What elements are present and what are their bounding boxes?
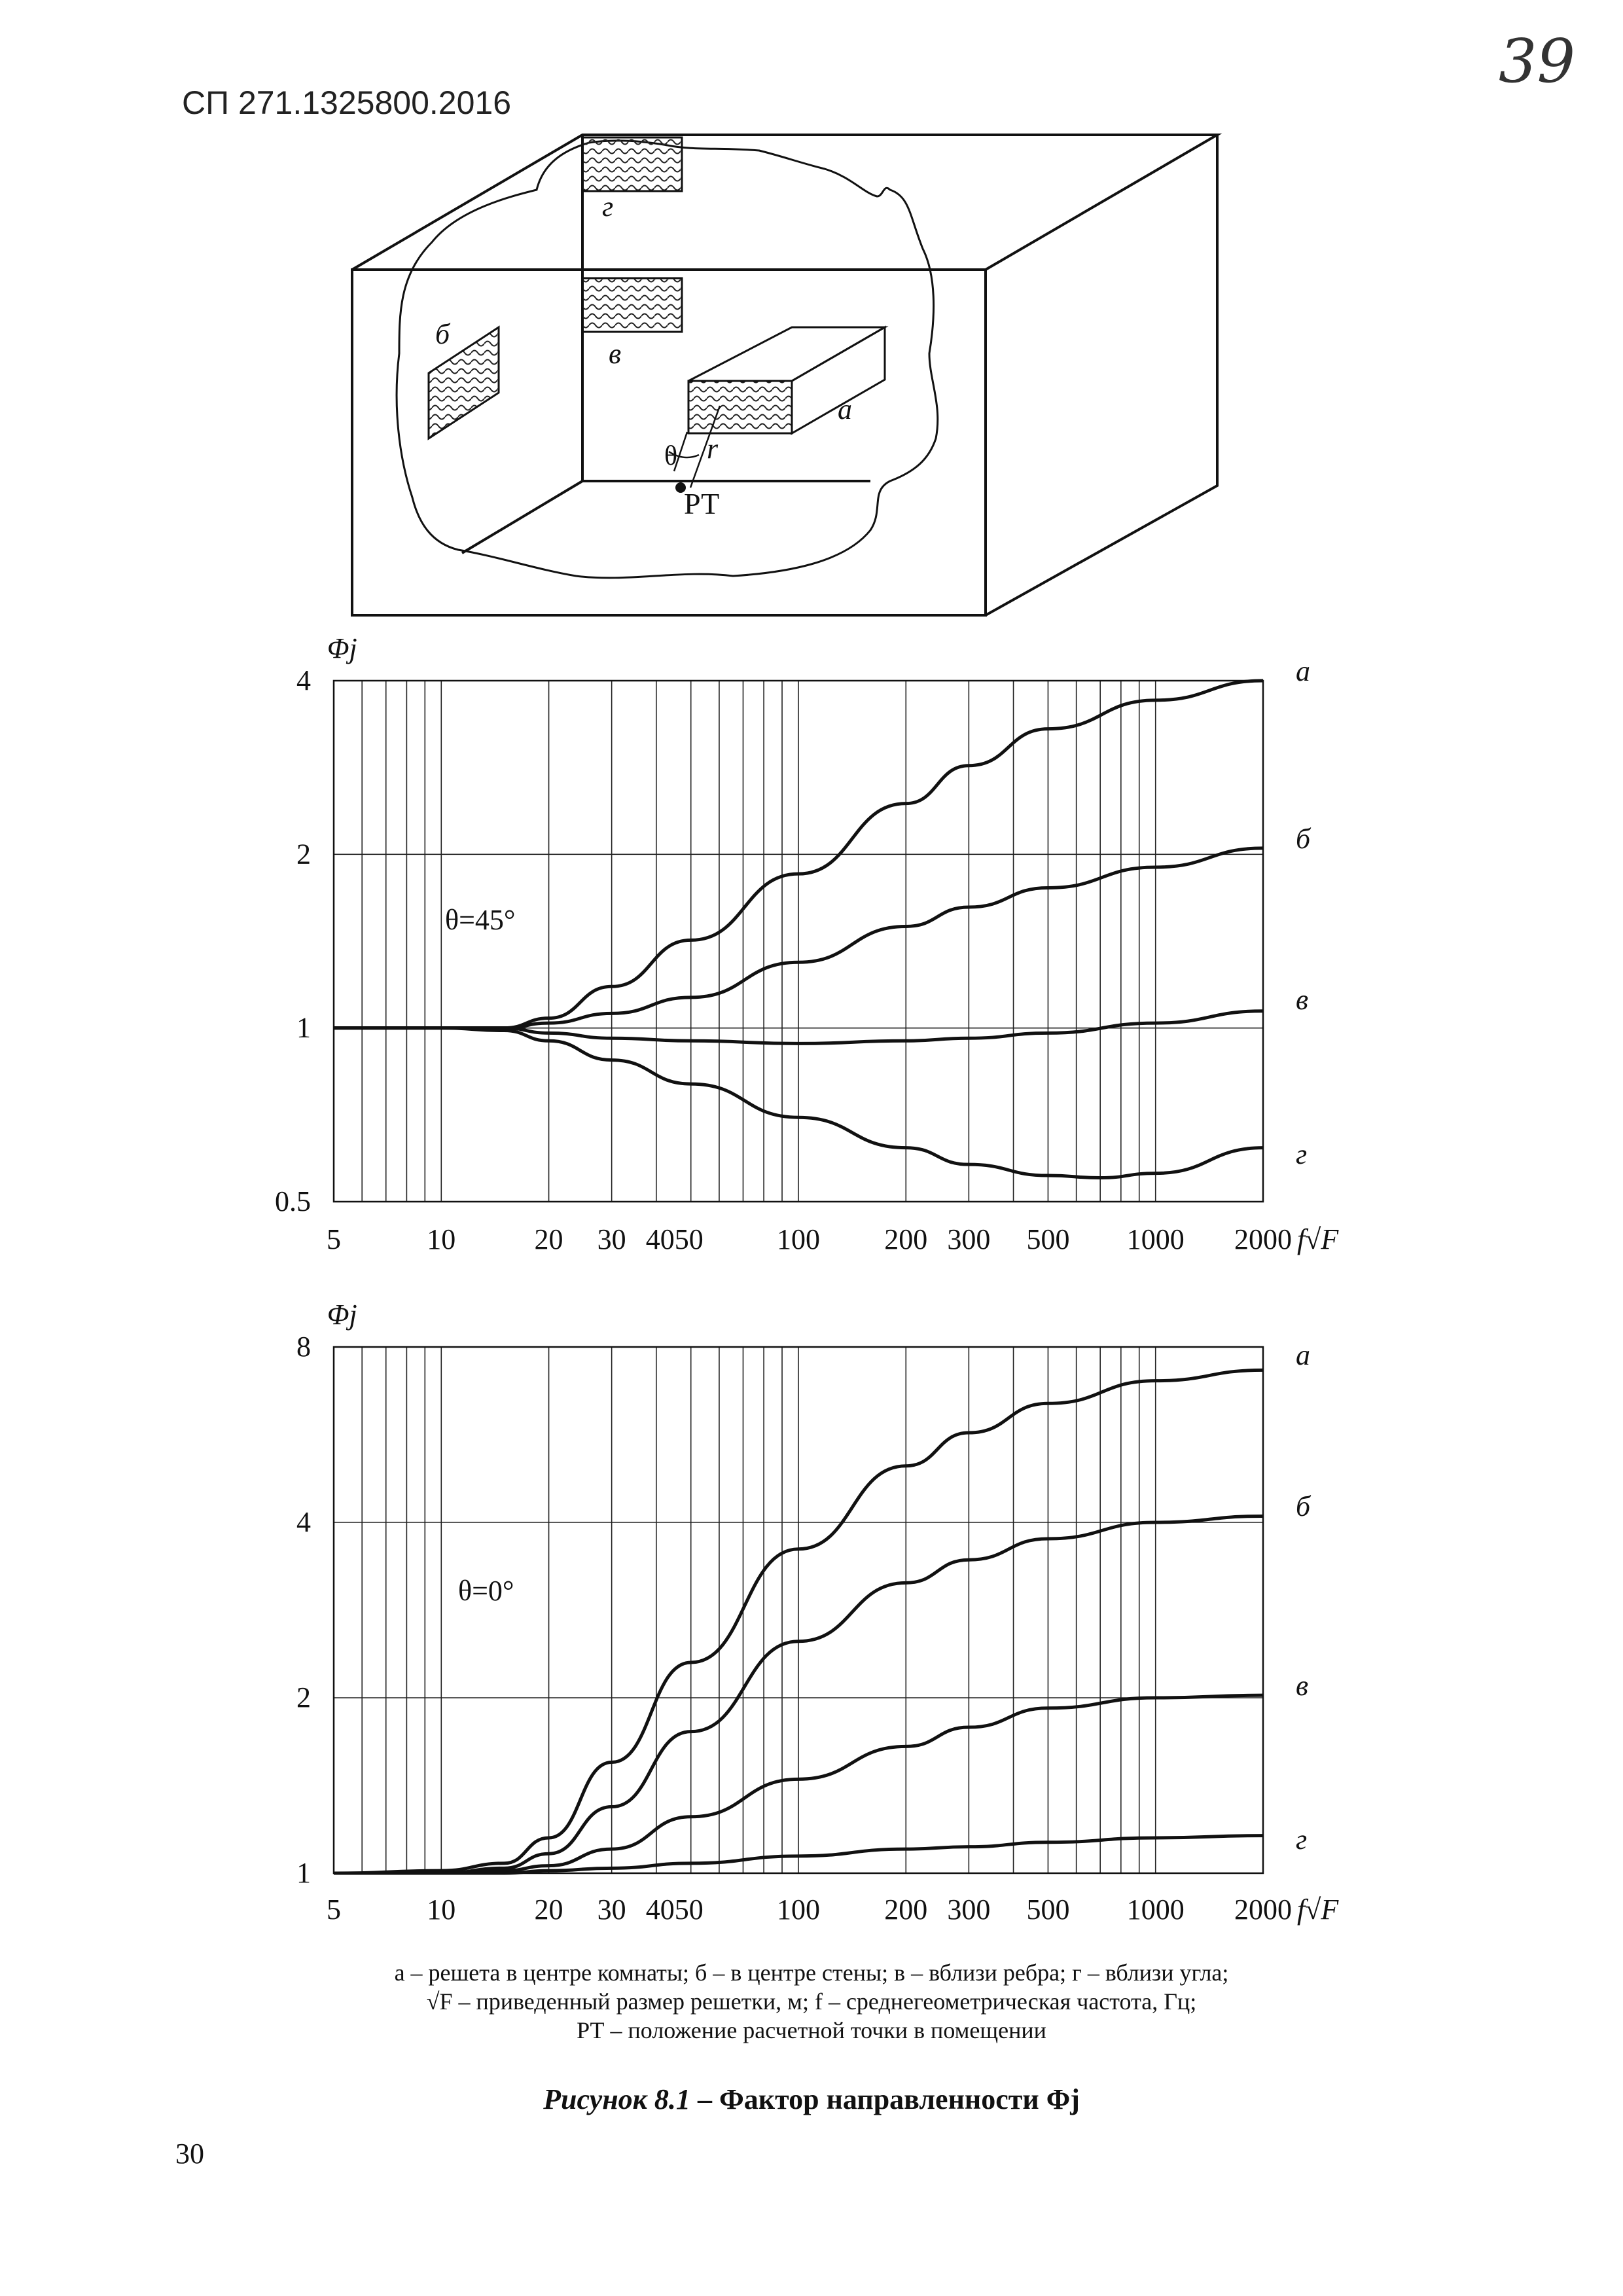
grille-v xyxy=(582,278,682,332)
angle-annotation: θ=0° xyxy=(458,1575,514,1607)
x-tick-label: 500 xyxy=(1026,1223,1070,1255)
document-code: СП 271.1325800.2016 xyxy=(182,84,512,121)
x-tick-label: 10 xyxy=(427,1893,456,1926)
y-tick-label: 0.5 xyxy=(275,1185,311,1217)
y-tick-label: 2 xyxy=(296,838,311,870)
x-tick-label: 100 xyxy=(777,1223,820,1255)
page-number: 30 xyxy=(175,2138,204,2170)
x-tick-label: 200 xyxy=(884,1893,928,1926)
x-tick-label: 1000 xyxy=(1126,1223,1185,1255)
y-tick-label: 1 xyxy=(296,1857,311,1889)
figure-number: Рисунок 8.1 xyxy=(543,2083,690,2115)
x-tick-label: 10 xyxy=(427,1223,456,1255)
x-axis-label: f√F xyxy=(1297,1893,1339,1926)
y-tick-label: 4 xyxy=(296,664,311,696)
series-label: а xyxy=(1296,655,1310,687)
handwritten-page-number: 39 xyxy=(1499,26,1576,96)
chart-theta-0 xyxy=(296,1299,1339,1926)
x-tick-label: 5 xyxy=(327,1893,341,1926)
x-tick-label: 30 xyxy=(597,1223,626,1255)
grille-g xyxy=(582,137,682,191)
label-r: r xyxy=(707,433,719,465)
label-pt: РТ xyxy=(684,487,720,520)
x-tick-label: 1000 xyxy=(1126,1893,1185,1926)
caption-legend-line-2: √F – приведенный размер решетки, м; f – среднегеометрическая частота, Гц; xyxy=(426,1988,1197,2015)
x-tick-label: 200 xyxy=(884,1223,928,1255)
label-g: г xyxy=(602,190,614,223)
x-tick-label: 300 xyxy=(947,1223,991,1255)
series-label: г xyxy=(1296,1138,1308,1170)
label-theta: θ xyxy=(664,441,678,471)
x-tick-label: 5 xyxy=(327,1223,341,1255)
caption-legend-line-1: а – решета в центре комнаты; б – в центре стены; в – вблизи ребра; г – вблизи угла; xyxy=(394,1960,1229,1986)
x-tick-label: 2000 xyxy=(1234,1223,1292,1255)
series-label: в xyxy=(1296,1670,1309,1702)
y-tick-label: 2 xyxy=(296,1681,311,1713)
y-tick-label: 4 xyxy=(296,1506,311,1538)
y-tick-label: 8 xyxy=(296,1331,311,1363)
label-v: в xyxy=(609,338,622,370)
y-tick-label: 1 xyxy=(296,1011,311,1044)
series-label: а xyxy=(1296,1339,1310,1371)
x-axis-label: f√F xyxy=(1297,1223,1339,1255)
series-label: б xyxy=(1296,1490,1311,1522)
interior-floor-diagonal xyxy=(462,481,582,553)
label-a: а xyxy=(838,393,852,425)
angle-annotation: θ=45° xyxy=(445,904,516,936)
figure-title xyxy=(0,2083,1623,2116)
series-label: г xyxy=(1296,1823,1308,1856)
chart-theta-45 xyxy=(275,632,1339,1255)
x-tick-label: 20 xyxy=(534,1893,563,1926)
y-axis-label: Φj xyxy=(327,1299,357,1331)
series-label: в xyxy=(1296,984,1309,1016)
x-tick-label: 4050 xyxy=(645,1893,704,1926)
figure-title-text: – Фактор направленности Φj xyxy=(690,2083,1080,2115)
caption-legend-line-3: РТ – положение расчетной точки в помещении xyxy=(577,2017,1046,2043)
x-tick-label: 500 xyxy=(1026,1893,1070,1926)
x-tick-label: 300 xyxy=(947,1893,991,1926)
room-top-face xyxy=(352,135,1217,270)
x-tick-label: 4050 xyxy=(645,1223,704,1255)
y-axis-label: Φj xyxy=(327,632,357,664)
x-tick-label: 100 xyxy=(777,1893,820,1926)
x-tick-label: 30 xyxy=(597,1893,626,1926)
room-right-face xyxy=(986,135,1217,615)
x-tick-label: 2000 xyxy=(1234,1893,1292,1926)
x-tick-label: 20 xyxy=(534,1223,563,1255)
series-label: б xyxy=(1296,823,1311,855)
label-b: б xyxy=(435,318,450,350)
grille-a-box xyxy=(688,327,885,433)
